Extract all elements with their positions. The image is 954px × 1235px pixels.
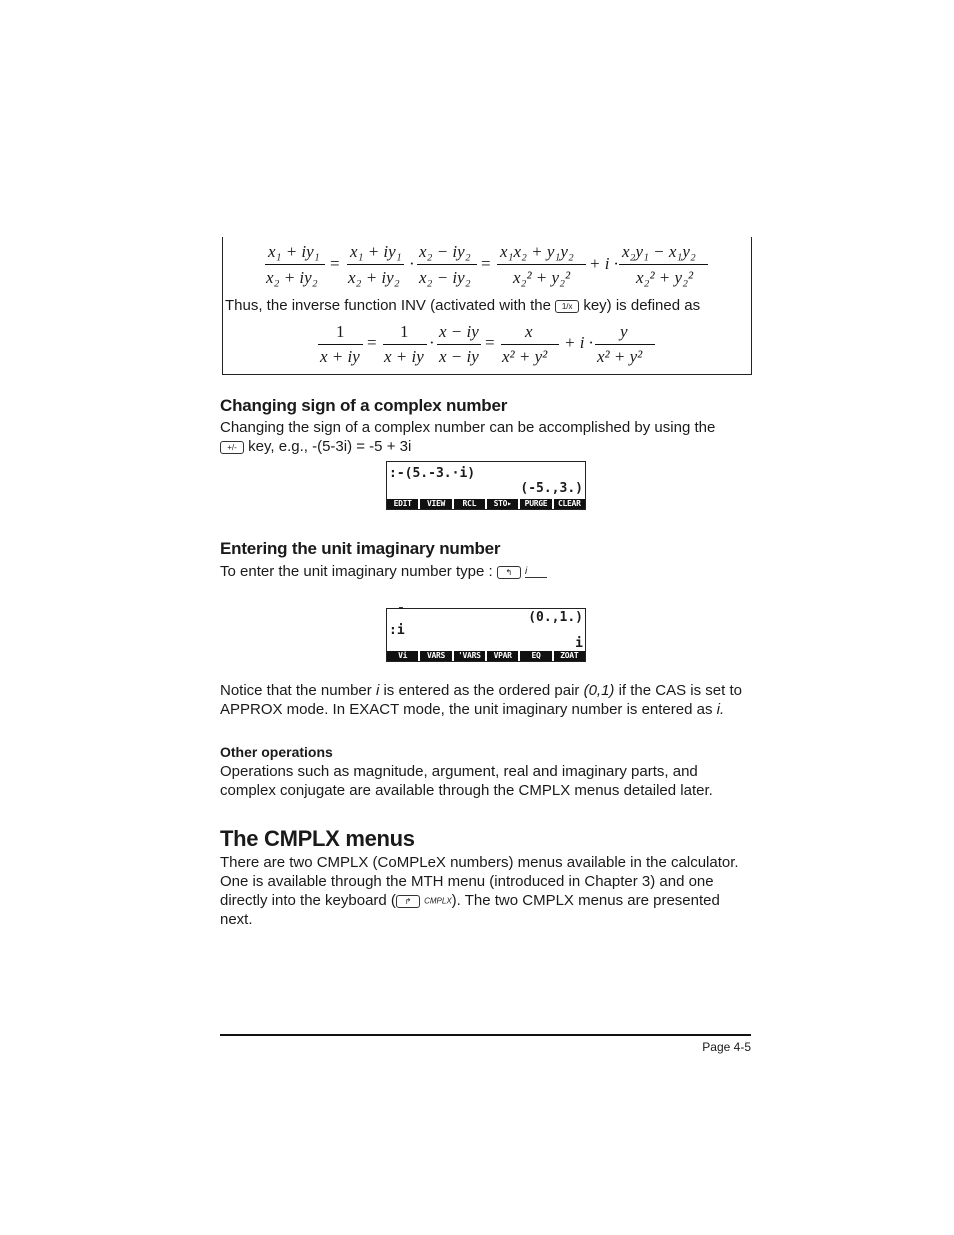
footer-rule (220, 1034, 751, 1036)
eq2-equals2: = (485, 333, 495, 352)
screen2-line0: - (397, 601, 405, 616)
eq1-t5-den: x₂² + y₂² (636, 268, 694, 287)
eq2-t5-den: x² + y² (597, 347, 643, 366)
notice-line2 (220, 700, 724, 719)
eq2-t5-num: y (620, 322, 628, 341)
sign-para-line2-wrap (220, 437, 411, 456)
eq1-plus-i: + i · (589, 254, 618, 273)
inverse-sentence (225, 296, 700, 315)
screen2-line2: :i (389, 623, 405, 638)
notice-l1-a: Notice that the number (220, 682, 372, 699)
cmplx-line3 (220, 891, 720, 911)
notice-l2-i: i. (716, 701, 725, 718)
unit-para: To enter the unit imaginary number type : (220, 563, 493, 580)
eq1-t5-num: x₂y₁ − x₁y₂ (622, 242, 696, 261)
eq1-equals: = (330, 254, 340, 273)
eq1-lhs-num: x₁ + iy₁ (268, 242, 320, 261)
eq1-t3-den: x₂ − iy₂ (419, 268, 471, 287)
eq1-equals2: = (481, 254, 491, 273)
screen2-softkeys (387, 651, 585, 661)
eq2-plus-i: + i · (564, 333, 593, 352)
softkey-view[interactable]: VIEW (420, 499, 451, 509)
left-shift-key-icon: ↰ (497, 566, 521, 579)
sign-para-line1: Changing the sign of a complex number can be accomplished by using the (220, 419, 716, 436)
notice-l2-a: APPROX mode. In EXACT mode, the unit imaginary number is entered as (220, 701, 713, 718)
page-number: Page 4-5 (702, 1040, 751, 1054)
i-key-label-icon: i (525, 567, 547, 578)
screen1-line1: :-(5.-3.·i) (389, 466, 476, 481)
eq2-t4-den: x² + y² (502, 347, 548, 366)
softkey-eq[interactable]: EQ (520, 651, 551, 661)
screen2-line1: (0.,1.) (528, 610, 583, 625)
cmplx-line3-b: ). The two CMPLX menus are presented (451, 892, 720, 909)
calculator-screen-sign (386, 461, 586, 510)
sign-para-line2: key, e.g., -(5-3i) = -5 + 3i (248, 438, 412, 455)
eq1-t2-den: x₂ + iy₂ (348, 268, 400, 287)
heading-unit-imaginary: Entering the unit imaginary number (220, 539, 501, 558)
softkey-zoat[interactable]: ZOAT (554, 651, 585, 661)
softkey-quote-vars[interactable]: 'VARS (454, 651, 485, 661)
eq1-lhs-den: x₂ + iy₂ (266, 268, 318, 287)
cmplx-key-label-icon: CMPLX (424, 896, 452, 906)
notice-l1-i: i (375, 682, 380, 699)
heading-other-operations: Other operations (220, 744, 333, 760)
eq2-t3-den: x − iy (439, 347, 479, 366)
other-line2: complex conjugate are available through the CMPLX menus detailed later. (220, 782, 713, 799)
right-shift-key-icon: ↱ (396, 895, 420, 908)
notice-l1-pair: (0,1) (583, 682, 615, 699)
cmplx-line4: next. (220, 911, 253, 928)
eq2-t3-num: x − iy (439, 322, 479, 341)
cmplx-line2: One is available through the MTH menu (introduced in Chapter 3) and one (220, 873, 714, 890)
eq1-dot: · (409, 254, 415, 273)
softkey-vpar[interactable]: VPAR (487, 651, 518, 661)
softkey-vars[interactable]: VARS (420, 651, 451, 661)
cmplx-line1: There are two CMPLX (CoMPLeX numbers) menus available in the calculator. (220, 854, 739, 871)
other-line1: Operations such as magnitude, argument, real and imaginary parts, and (220, 763, 698, 780)
screen1-line2: (-5.,3.) (520, 481, 583, 496)
plus-minus-key-icon: +/- (220, 441, 244, 454)
notice-line1 (220, 681, 742, 700)
eq2-lhs-num: 1 (336, 322, 345, 341)
eq2-dot: · (429, 333, 435, 352)
inverse-text-before: Thus, the inverse function INV (activated with the (225, 297, 551, 314)
inverse-key-icon: 1/x (555, 300, 579, 313)
eq1-t3-num: x₂ − iy₂ (419, 242, 471, 261)
calculator-screen-unit (386, 601, 586, 662)
eq2-t4-num: x (525, 322, 533, 341)
notice-l1-c: if the CAS is set to (618, 682, 742, 699)
softkey-clear[interactable]: CLEAR (554, 499, 585, 509)
cmplx-line3-a: directly into the keyboard ( (220, 892, 396, 909)
softkey-edit[interactable]: EDIT (387, 499, 418, 509)
softkey-sto[interactable]: STO▸ (487, 499, 518, 509)
inverse-text-after: key) is defined as (583, 297, 701, 314)
eq2-lhs-den: x + iy (320, 347, 360, 366)
screen2-line3: i (575, 636, 583, 651)
eq1-t2-num: x₁ + iy₁ (350, 242, 402, 261)
notice-l1-b: is entered as the ordered pair (383, 682, 580, 699)
heading-cmplx-menus: The CMPLX menus (220, 826, 415, 851)
eq1-t4-num: x₁x₂ + y₁y₂ (500, 242, 574, 261)
unit-para-wrap (220, 562, 547, 581)
screen1-softkeys (387, 499, 585, 509)
softkey-purge[interactable]: PURGE (520, 499, 551, 509)
eq2-t2-den: x + iy (384, 347, 424, 366)
heading-changing-sign: Changing sign of a complex number (220, 396, 508, 415)
eq2-t2-num: 1 (400, 322, 409, 341)
eq1-t4-den: x₂² + y₂² (513, 268, 571, 287)
eq2-equals: = (367, 333, 377, 352)
softkey-rcl[interactable]: RCL (454, 499, 485, 509)
softkey-vi[interactable]: Vi (387, 651, 418, 661)
